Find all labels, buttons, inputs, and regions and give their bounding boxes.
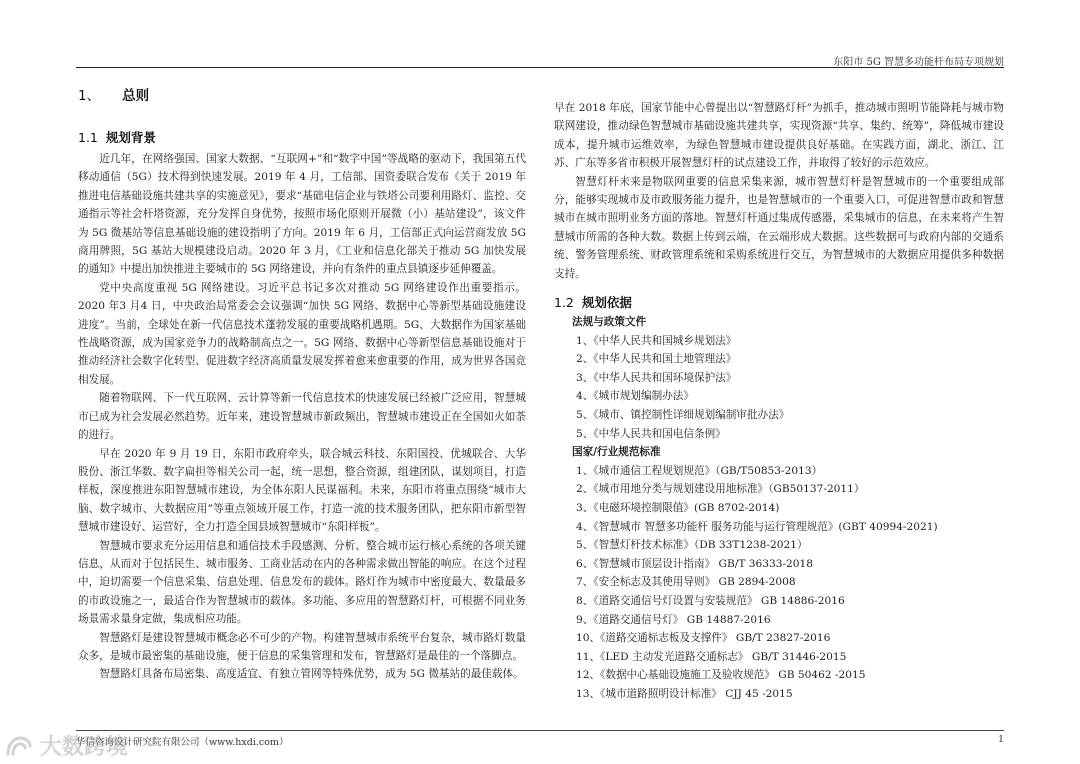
subsection-heading-background <box>78 128 156 148</box>
footer-rule <box>76 730 1004 731</box>
running-header-title: 东阳市 5G 智慧多功能杆布局专项规划 <box>833 57 1004 68</box>
list-item: 1、《中华人民共和国城乡规划法》 <box>576 334 737 347</box>
list-item: 12、《数据中心基础设施施工及验收规范》 GB 50462 -2015 <box>576 669 866 682</box>
list-item: 2、《中华人民共和国土地管理法》 <box>576 353 737 366</box>
paragraph: 党中央高度重视 5G 网络建设。习近平总书记多次对推动 5G 网络建设作出重要指示。2020 年3 月4 日，中央政治局常委会会议强调“加快 5G 网络、数据中心等新型基础设施建设进度”。当前，全球处在新一代信息技术蓬勃发展的重要战略机遇期。5G、大数据作为国家基础性战略资源，成为国家竞争力的战略制高点之一。5G 网络、数据中心等新型信息基础设施对于推动经济社会数字化转型、促进数字经济高质量发展发挥着愈来愈重要的作用，成为世界各国竞相发展。 <box>78 281 526 386</box>
subsection-title: 规划依据 <box>581 295 632 311</box>
section-number: 1、 <box>78 88 101 104</box>
subsection-title: 规划背景 <box>105 130 156 145</box>
header-rule <box>76 67 1004 68</box>
list-item: 1、《城市通信工程规划规范》（GB/T50853-2013） <box>576 464 823 477</box>
paragraph: 近几年，在网络强国、国家大数据、“互联网+”和“数字中国”等战略的驱动下，我国第五代移动通信（5G）技术得到快速发展。2019 年 4 月，工信部、国资委联合发布《关于 2019 年推进电信基础设施共建共享的实施意见》，要求“基础电信企业与铁塔公司要利用路灯、监控、交通指示等社会杆塔资源，充分发挥自身优势，按照市场化原则开展微（小）基站建设”，该文件为 5G 微基站等信息基础设施的建设指明了方向。2019 年 6 月，工信部正式向运营商发放 5G 商用牌照，5G 基站大规模建设启动。2020 年 3 月，《工业和信息化部关于推动 5G 加快发展的通知》中提出加快推进主要城市的 5G 网络建设，并向有条件的重点县镇逐步延伸覆盖。 <box>78 153 526 276</box>
spacer <box>554 283 1004 293</box>
list-item: 5、《中华人民共和国电信条例》 <box>576 427 726 440</box>
paragraph: 智慧灯杆未来是物联网重要的信息采集来源，城市智慧灯杆是智慧城市的一个重要组成部分，能够实现城市及市政服务能力提升，也是智慧城市的一个重要入口，可促进智慧市政和智慧城市在城市照明业务方面的落地。智慧灯杆通过集成传感器，采集城市的信息，在未来将产生智慧城市所需的各种大数。数据上传到云端，在云端形成大数据。这些数据可与政府内部的交通系统、警务管理系统、财政管理系统和采购系统进行交互，为智慧城市的大数据应用提供多种数据支持。 <box>554 175 1004 280</box>
list-item: 11、《LED 主动发光道路交通标志》 GB/T 31446-2015 <box>576 650 847 663</box>
standards-list <box>554 462 1004 704</box>
footer-publisher: 华信咨询设计研究院有限公司（www.hxdi.com） <box>76 737 289 748</box>
list-item: 10、《道路交通标志板及支撑件》 GB/T 23827-2016 <box>576 632 831 645</box>
list-item: 13、《城市道路照明设计标准》 CJJ 45 -2015 <box>576 687 793 700</box>
section-heading <box>78 84 149 104</box>
subsection-heading-basis <box>554 293 1004 313</box>
paragraph: 智慧路灯具备布局密集、高度适宜、有独立管网等特殊优势，成为 5G 微基站的最佳载体。 <box>99 668 524 681</box>
laws-list <box>554 332 1004 444</box>
list-item: 9、《道路交通信号灯》 GB 14887-2016 <box>576 613 771 626</box>
subsection-number: 1.1 <box>78 130 98 145</box>
laws-heading: 法规与政策文件 <box>572 316 647 329</box>
watermark <box>4 730 128 761</box>
list-item: 3、《电磁环境控制限值》(GB 8702-2014) <box>576 502 780 514</box>
list-item: 5、《城市、镇控制性详细规划编制审批办法》 <box>576 409 790 422</box>
list-item: 5、《智慧灯杆技术标准》（DB 33T1238-2021） <box>576 539 808 552</box>
paragraph: 早在 2020 年 9 月 19 日，东阳市政府牵头，联合城云科技、东阳国投、优城联合、大华股份、浙江华数、数字扁担等相关公司一起，统一思想，整合资源，组建团队，谋划项目，打造样板，深度推进东阳智慧城市建设，为全体东阳人民谋福利。未来，东阳市将重点围绕“城市大脑、数字城市、大数据应用”等重点领域开展工作，打造一流的技术服务团队，把东阳市新型智慧城市建设好、运营好，全力打造全国县域智慧城市“东阳样板”。 <box>78 447 526 534</box>
watermark-logo-icon <box>4 734 34 758</box>
list-item: 4、《城市规划编制办法》 <box>576 390 694 403</box>
subsection-number: 1.2 <box>554 295 574 311</box>
left-column <box>78 150 526 680</box>
right-column <box>554 99 1004 700</box>
list-item: 3、《中华人民共和国环境保护法》 <box>576 371 737 384</box>
paragraph: 智慧城市要求充分运用信息和通信技术手段感测、分析、整合城市运行核心系统的各项关键信息，从而对于包括民生、城市服务、工商业活动在内的各种需求做出智能的响应。在这个过程中，迫切需要一个信息采集、信息处理、信息发布的载体。路灯作为城市中密度最大、数量最多的市政设施之一，最适合作为智慧城市的载体。多功能、多应用的智慧路灯杆，可根据不同业务场景需求量身定做，集成相应功能。 <box>78 539 526 626</box>
watermark-text: 大数跨境 <box>40 735 129 760</box>
paragraph: 智慧路灯是建设智慧城市概念必不可少的产物。构建智慧城市系统平台复杂，城市路灯数量众多，是城市最密集的基础设施，便于信息的采集管理和发布，智慧路灯是最佳的一个落脚点。 <box>78 631 526 662</box>
section-title: 总则 <box>122 88 150 104</box>
list-item: 6、《智慧城市顶层设计指南》 GB/T 36333-2018 <box>576 557 814 570</box>
page-number: 1 <box>997 734 1004 745</box>
list-item: 7、《安全标志及其使用导则》 GB 2894-2008 <box>576 576 796 589</box>
list-item: 4、《智慧城市 智慧多功能杆 服务功能与运行管理规范》(GBT 40994-2021) <box>576 520 938 533</box>
list-item: 2、《城市用地分类与规划建设用地标准》（GB50137-2011） <box>576 483 865 496</box>
paragraph: 早在 2018 年底，国家节能中心曾提出以“智慧路灯杆”为抓手，推动城市照明节能降耗与城市物联网建设，推动绿色智慧城市基础设施共建共享，实现资源“共享、集约、统筹”，降低城市建设成本，提升城市运维效率，为绿色智慧城市建设提供良好基础。在实践方面，湖北、浙江、江苏、广东等多省市积极开展智慧灯杆的试点建设工作，并取得了较好的示范效应。 <box>554 102 1004 170</box>
list-item: 8、《道路交通信号灯设置与安装规范》 GB 14886-2016 <box>576 594 845 607</box>
standards-heading: 国家/行业规范标准 <box>572 446 661 459</box>
paragraph: 随着物联网、下一代互联网、云计算等新一代信息技术的快速发展已经被广泛应用，智慧城市已成为社会发展必然趋势。近年来，建设智慧城市新政频出，智慧城市建设正在全国如火如荼的进行。 <box>78 392 526 442</box>
